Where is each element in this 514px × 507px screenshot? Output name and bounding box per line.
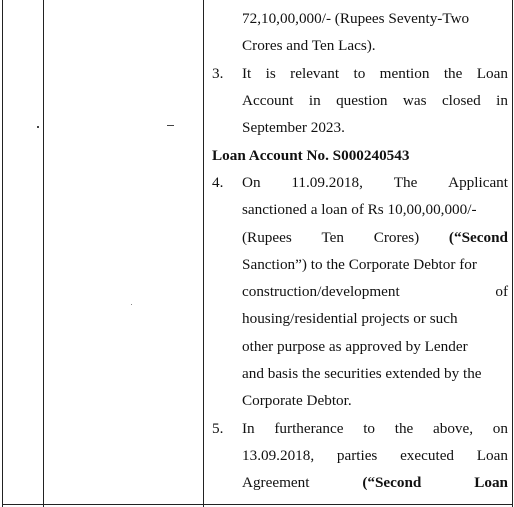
scan-speck [37, 126, 39, 128]
text-line: other purpose as approved by Lender [242, 338, 468, 355]
text-line: 72,10,00,000/- (Rupees Seventy-Two [242, 10, 470, 27]
text-line: It is relevant to mention the Loan [242, 65, 508, 82]
table-column-divider-1 [43, 0, 44, 507]
text-line: Crores and Ten Lacs). [242, 37, 376, 54]
paragraph-number: 5. [212, 420, 224, 437]
text-line: sanctioned a loan of Rs 10,00,00,000/- [242, 201, 477, 218]
table-column-divider-2 [203, 0, 204, 507]
text-line: In furtherance to the above, on [242, 420, 508, 437]
loan-account-heading: Loan Account No. S000240543 [212, 147, 410, 164]
table-bottom-border [2, 504, 513, 505]
table-border-right [512, 0, 513, 507]
text-line: Sanction”) to the Corporate Debtor for [242, 256, 477, 273]
text-line: On 11.09.2018, The Applicant [242, 174, 508, 191]
text-line: Agreement (“Second Loan [242, 474, 508, 491]
text-line: Corporate Debtor. [242, 392, 352, 409]
scan-speck [131, 304, 132, 305]
text-line: housing/residential projects or such [242, 310, 458, 327]
text-line: (Rupees Ten Crores) (“Second [242, 229, 508, 246]
text-line: September 2023. [242, 119, 345, 136]
table-border-left [2, 0, 3, 507]
scan-speck [167, 125, 174, 126]
paragraph-number: 4. [212, 174, 224, 191]
text-line: and basis the securities extended by the [242, 365, 482, 382]
text-line: Account in question was closed in [242, 92, 508, 109]
paragraph-number: 3. [212, 65, 224, 82]
text-line: construction/development of [242, 283, 508, 300]
text-line: 13.09.2018, parties executed Loan [242, 447, 508, 464]
